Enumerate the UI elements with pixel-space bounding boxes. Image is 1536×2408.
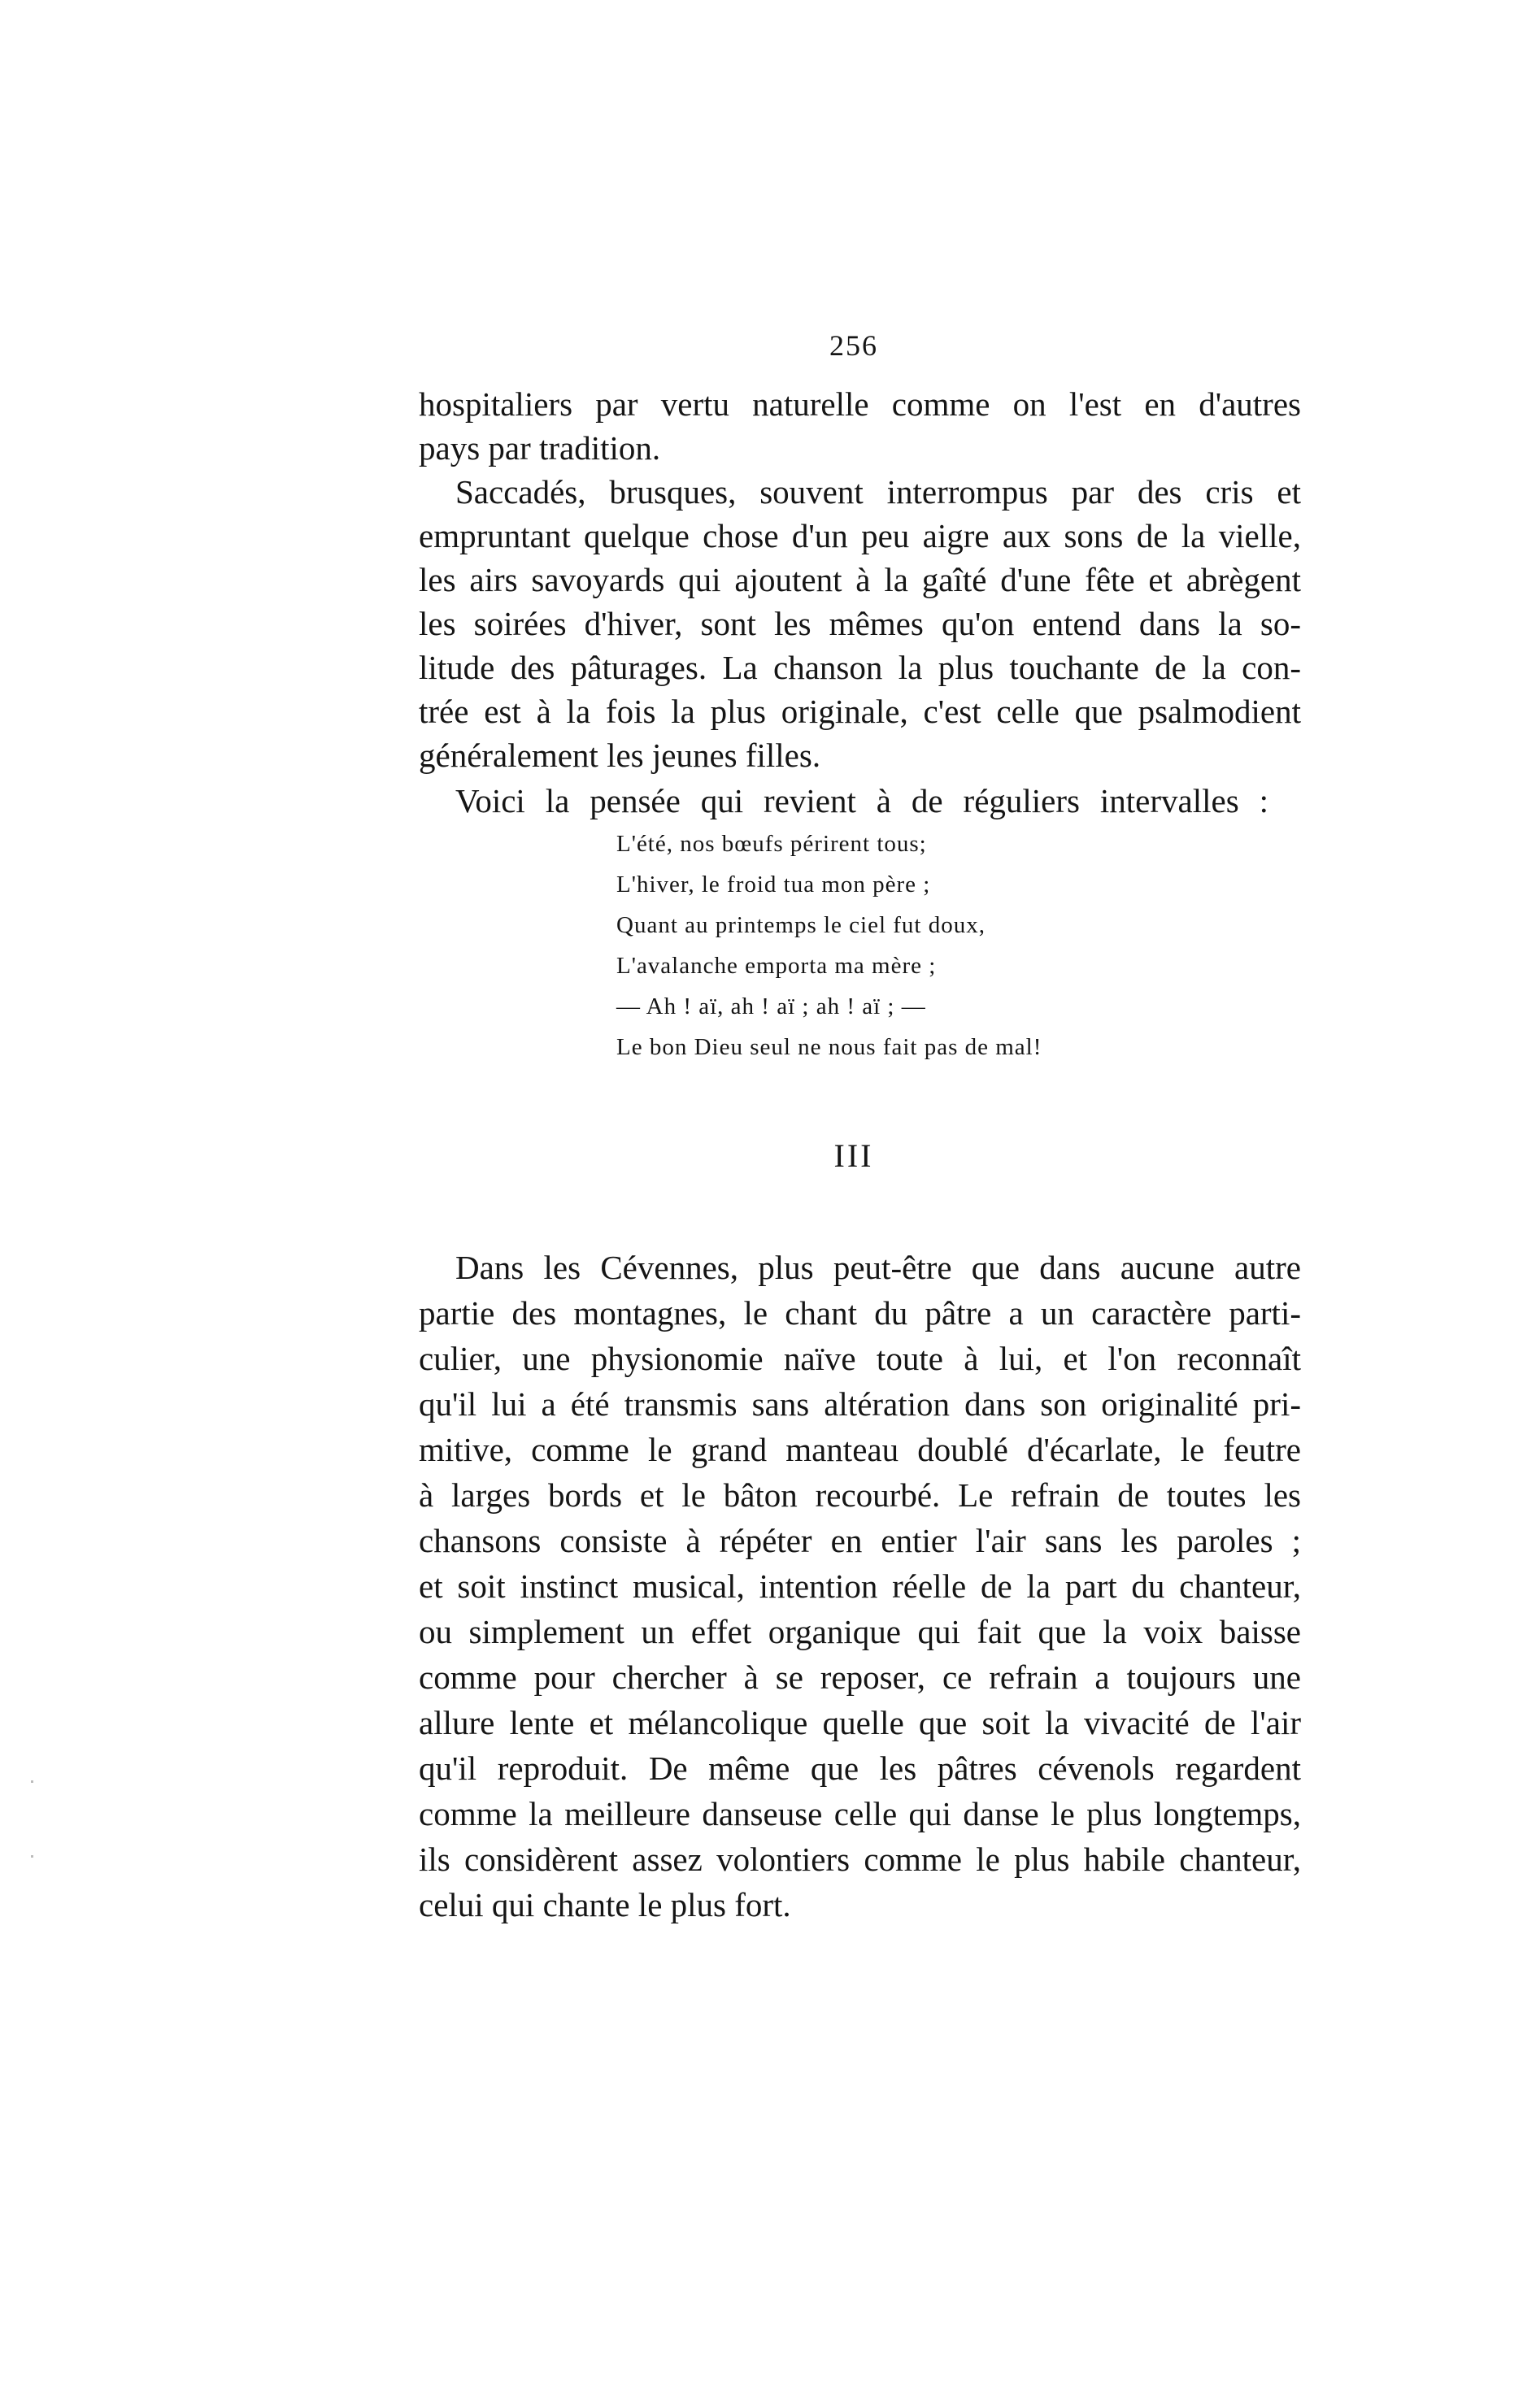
paragraph-line: Dans les Cévennes, plus peut-être que dans aucune autre — [455, 1249, 1301, 1286]
paragraph-line: ils considèrent assez volontiers comme le plus habile chanteur, — [419, 1841, 1301, 1878]
paragraph-line: et soit instinct musical, intention réelle de la part du chanteur, — [419, 1567, 1301, 1605]
paragraph-line: litude des pâturages. La chanson la plus touchante de la con- — [419, 649, 1301, 686]
paragraph-line: qu'il reproduit. De même que les pâtres cévenols regardent — [419, 1749, 1301, 1787]
scan-speck — [31, 1780, 33, 1783]
poem-line: L'été, nos bœufs périrent tous; — [616, 831, 927, 857]
paragraph-line: comme pour chercher à se reposer, ce refrain a toujours une — [419, 1658, 1301, 1696]
paragraph-line: trée est à la fois la plus originale, c'est celle que psalmodient — [419, 693, 1301, 730]
paragraph-line: qu'il lui a été transmis sans altération dans son originalité pri- — [419, 1385, 1301, 1423]
poem-line: Le bon Dieu seul ne nous fait pas de mal! — [616, 1034, 1042, 1060]
paragraph-line: comme la meilleure danseuse celle qui danse le plus longtemps, — [419, 1795, 1301, 1832]
poem-line: Quant au printemps le ciel fut doux, — [616, 912, 986, 938]
paragraph-line: mitive, comme le grand manteau doublé d'écarlate, le feutre — [419, 1431, 1301, 1468]
section-heading: III — [833, 1137, 874, 1174]
poem-line: L'avalanche emporta ma mère ; — [616, 953, 937, 979]
paragraph-line: les soirées d'hiver, sont les mêmes qu'on entend dans la so- — [419, 605, 1301, 642]
paragraph-line: empruntant quelque chose d'un peu aigre aux sons de la vielle, — [419, 517, 1301, 554]
poem-line: — Ah ! aï, ah ! aï ; ah ! aï ; — — [616, 993, 926, 1019]
scan-speck — [31, 1855, 33, 1858]
paragraph-line: celui qui chante le plus fort. — [419, 1886, 791, 1923]
paragraph-line: culier, une physionomie naïve toute à lui, et l'on reconnaît — [419, 1340, 1301, 1377]
paragraph-line: à larges bords et le bâton recourbé. Le refrain de toutes les — [419, 1476, 1301, 1514]
paragraph-line: les airs savoyards qui ajoutent à la gaîté d'une fête et abrègent — [419, 561, 1301, 598]
poem-line: L'hiver, le froid tua mon père ; — [616, 871, 931, 898]
paragraph-line: Voici la pensée qui revient à de réguliers intervalles : — [455, 782, 1268, 819]
paragraph-line: ou simplement un effet organique qui fait que la voix baisse — [419, 1613, 1301, 1650]
paragraph-line: hospitaliers par vertu naturelle comme on l'est en d'autres — [419, 385, 1301, 423]
paragraph-line: Saccadés, brusques, souvent interrompus par des cris et — [455, 473, 1301, 511]
paragraph-line: pays par tradition. — [419, 429, 661, 467]
page-number: 256 — [829, 329, 878, 362]
paragraph-line: généralement les jeunes filles. — [419, 737, 821, 774]
paragraph-line: allure lente et mélancolique quelle que soit la vivacité de l'air — [419, 1704, 1301, 1741]
paragraph-line: chansons consiste à répéter en entier l'air sans les paroles ; — [419, 1522, 1301, 1559]
paragraph-line: partie des montagnes, le chant du pâtre a un caractère parti- — [419, 1294, 1301, 1332]
